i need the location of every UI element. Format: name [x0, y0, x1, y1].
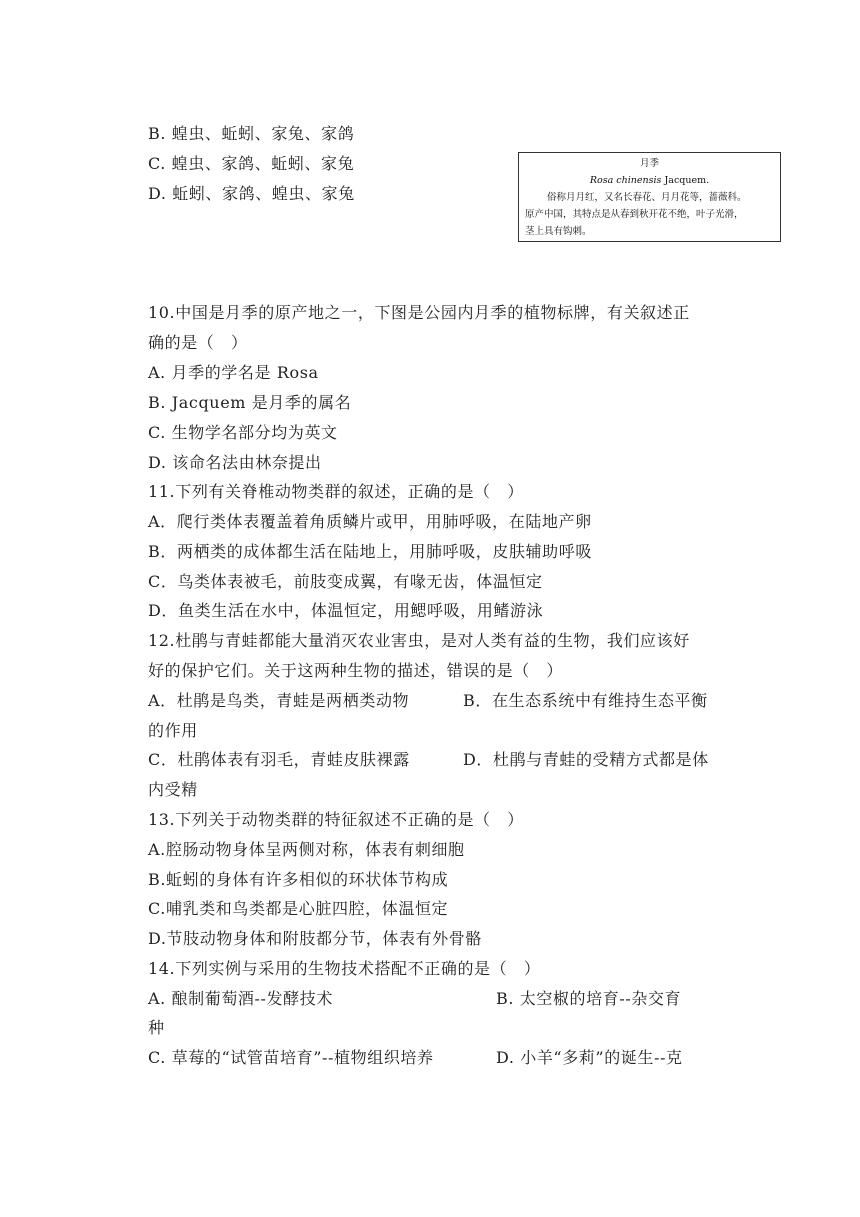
q10-option-b: B. Jacquem 是月季的属名 [148, 393, 352, 412]
q14-option-b: B. 太空椒的培育--杂交育 [496, 989, 682, 1008]
q11-option-a: A．爬行类体表覆盖着角质鳞片或甲，用肺呼吸，在陆地产卵 [148, 512, 592, 531]
plaque-latin-author: Jacquem. [664, 175, 710, 186]
q12-option-c: C．杜鹃体表有羽毛，青蛙皮肤裸露 [148, 750, 410, 769]
plaque-line-3: 茎上具有钩刺。 [525, 226, 592, 237]
q14-option-c: C. 草莓的“试管苗培育”--植物组织培养 [148, 1048, 434, 1067]
plaque-latin-name [525, 172, 774, 189]
q12-option-a: A．杜鹃是鸟类，青蛙是两栖类动物 [148, 691, 410, 710]
plaque-line-1: 俗称月月红，又名长春花、月月花等，蔷薇科。 [547, 192, 747, 203]
q14-option-d: D. 小羊“多莉”的诞生--克 [496, 1048, 683, 1067]
q9-option-c: C. 蝗虫、家鸽、蚯蚓、家兔 [148, 154, 355, 173]
q10-option-c: C. 生物学名部分均为英文 [148, 423, 338, 442]
q10-option-d: D. 该命名法由林奈提出 [148, 453, 322, 472]
q12-stem-line-1: 12.杜鹃与青蛙都能大量消灭农业害虫，是对人类有益的生物，我们应该好 [148, 631, 690, 650]
q12-options-row-1 [148, 691, 713, 711]
q13-option-b: B.蚯蚓的身体有许多相似的环状体节构成 [148, 870, 449, 889]
q11-option-d: D．鱼类生活在水中，体温恒定，用鳃呼吸，用鳍游泳 [148, 601, 544, 620]
q12-option-b: B．在生态系统中有维持生态平衡 [463, 691, 708, 710]
q14-option-a: A. 酿制葡萄酒--发酵技术 [148, 989, 333, 1008]
q12-option-d-continued: 内受精 [148, 780, 198, 799]
q12-option-b-continued: 的作用 [148, 721, 198, 740]
q11-stem: 11.下列有关脊椎动物类群的叙述，正确的是（ ） [148, 482, 524, 501]
q12-stem-line-2: 好的保护它们。关于这两种生物的描述，错误的是（ ） [148, 661, 564, 680]
q14-options-row-1 [148, 989, 713, 1009]
q13-option-a: A.腔肠动物身体呈两侧对称，体表有刺细胞 [148, 840, 465, 859]
q14-stem: 14.下列实例与采用的生物技术搭配不正确的是（ ） [148, 959, 541, 978]
q11-option-c: C．鸟类体表被毛，前肢变成翼，有喙无齿，体温恒定 [148, 572, 543, 591]
q13-option-c: C.哺乳类和鸟类都是心脏四腔，体温恒定 [148, 899, 449, 918]
q10-stem-line-1: 10.中国是月季的原产地之一，下图是公园内月季的植物标牌，有关叙述正 [148, 303, 690, 322]
q14-options-row-2 [148, 1048, 713, 1068]
q12-option-d: D．杜鹃与青蛙的受精方式都是体 [463, 750, 709, 769]
q10-stem-line-2: 确的是（ ） [148, 333, 248, 352]
q11-option-b: B．两栖类的成体都生活在陆地上，用肺呼吸，皮肤辅助呼吸 [148, 542, 592, 561]
q10-option-a: A. 月季的学名是 Rosa [148, 363, 319, 382]
plaque-line-2: 原产中国，其特点是从春到秋开花不绝，叶子光滑， [525, 209, 744, 220]
q13-option-d: D.节肢动物身体和附肢都分节，体表有外骨骼 [148, 929, 482, 948]
q13-stem: 13.下列关于动物类群的特征叙述不正确的是（ ） [148, 810, 524, 829]
plaque-name: 月季 [639, 158, 659, 169]
q12-options-row-2 [148, 750, 713, 770]
q14-option-b-continued: 种 [148, 1018, 165, 1037]
plaque-latin-genus: Rosa chinensis [589, 175, 662, 186]
q9-option-d: D. 蚯蚓、家鸽、蝗虫、家兔 [148, 184, 355, 203]
plant-plaque [518, 152, 781, 242]
q9-option-b: B. 蝗虫、蚯蚓、家兔、家鸽 [148, 124, 355, 143]
